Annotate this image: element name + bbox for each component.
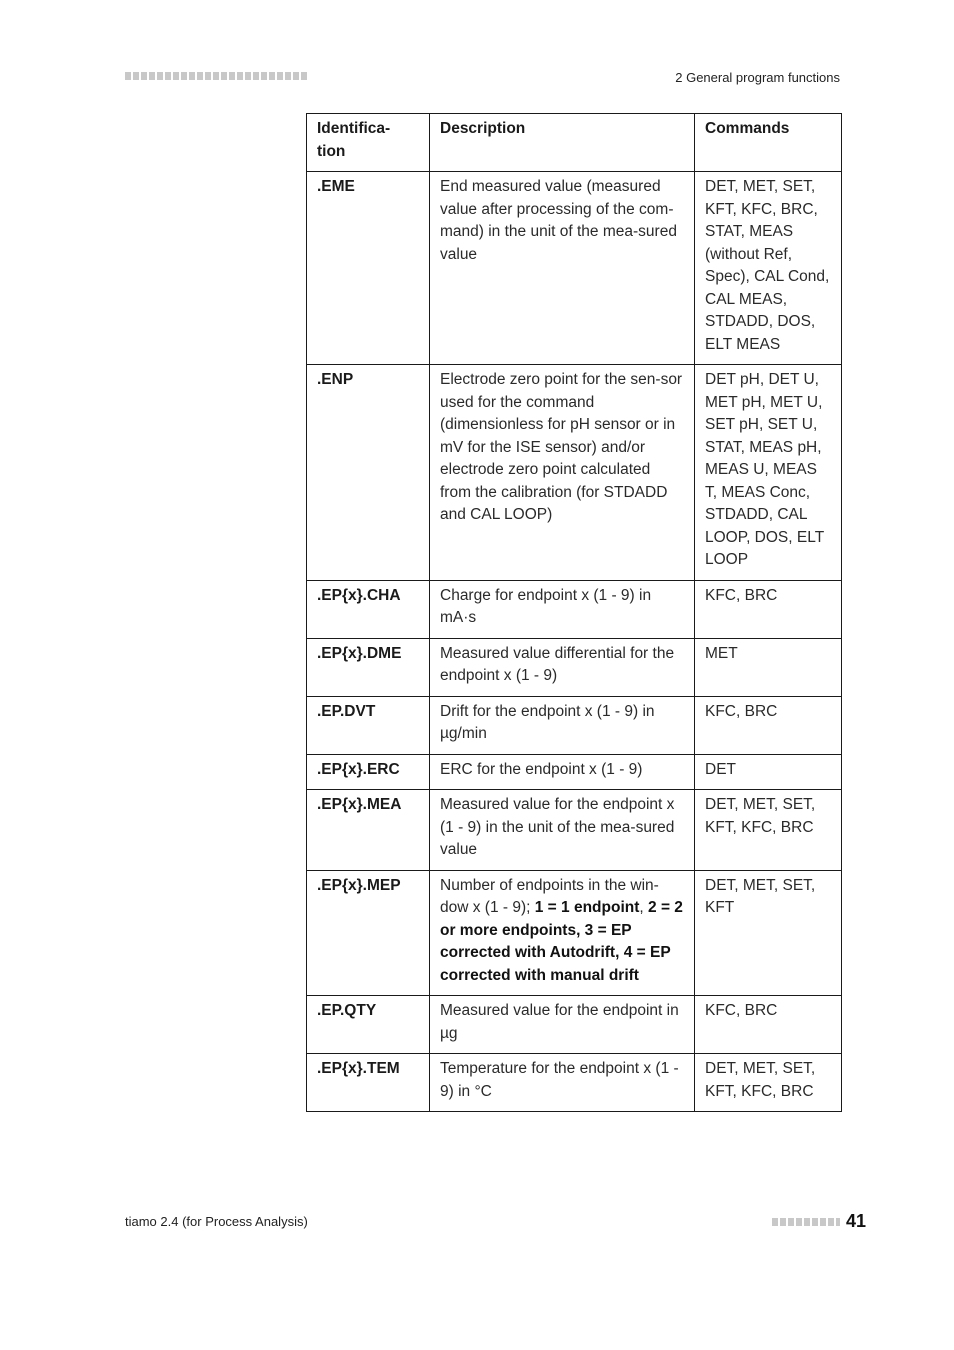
table-row xyxy=(307,172,842,365)
footer-decoration xyxy=(772,1218,840,1226)
variable-identification: .EP{x}.MEA xyxy=(307,790,430,871)
variable-identification: .EME xyxy=(307,172,430,365)
variable-description xyxy=(430,580,695,638)
variable-commands: DET xyxy=(695,754,842,790)
variable-identification: .ENP xyxy=(307,365,430,581)
table-row xyxy=(307,996,842,1054)
variable-commands: KFC, BRC xyxy=(695,580,842,638)
variable-description xyxy=(430,365,695,581)
variable-commands: KFC, BRC xyxy=(695,996,842,1054)
variable-commands: DET, MET, SET, KFT, KFC, BRC xyxy=(695,1054,842,1112)
variables-table xyxy=(306,113,842,1112)
header-decoration xyxy=(125,72,307,80)
variable-commands: DET pH, DET U, MET pH, MET U, SET pH, SET U, STAT, MEAS pH, MEAS U, MEAS T, MEAS Conc, STDADD, CAL LOOP, DOS, ELT LOOP xyxy=(695,365,842,581)
table-row xyxy=(307,790,842,871)
description-text: Charge for endpoint x (1 - 9) in mA·s xyxy=(440,586,652,626)
chapter-title: 2 General program functions xyxy=(675,70,840,85)
variable-commands: MET xyxy=(695,638,842,696)
footer-title: tiamo 2.4 (for Process Analysis) xyxy=(125,1214,308,1229)
variable-identification: .EP{x}.ERC xyxy=(307,754,430,790)
table-row xyxy=(307,696,842,754)
description-text: Measured value for the endpoint in µg xyxy=(440,1002,679,1042)
description-text: Temperature for the endpoint x (1 - 9) in °C xyxy=(440,1060,679,1100)
variable-commands: DET, MET, SET, KFT xyxy=(695,870,842,996)
variable-identification: .EP{x}.DME xyxy=(307,638,430,696)
description-text: ERC for the endpoint x (1 - 9) xyxy=(440,760,643,778)
description-text: 2 = 2 or more endpoints, 3 = EP corrected with Autodrift, 4 = EP corrected with manual drift xyxy=(440,899,683,984)
variable-commands: DET, MET, SET, KFT, KFC, BRC, STAT, MEAS (without Ref, Spec), CAL Cond, CAL MEAS, STDADD, DOS, ELT MEAS xyxy=(695,172,842,365)
variable-description xyxy=(430,638,695,696)
variable-commands: KFC, BRC xyxy=(695,696,842,754)
table-header-row xyxy=(307,114,842,172)
column-header-description: Description xyxy=(430,114,695,172)
variable-description xyxy=(430,696,695,754)
variable-description xyxy=(430,870,695,996)
description-text: 1 = 1 endpoint xyxy=(534,899,640,916)
description-text: Electrode zero point for the sen-sor used for the command (dimensionless for pH sensor or in mV for the ISE sensor) and/or electrode zero point calculated from the calibration (for STDADD and CAL LOOP) xyxy=(440,371,683,523)
table-row xyxy=(307,754,842,790)
variable-description xyxy=(430,172,695,365)
variable-description xyxy=(430,754,695,790)
variable-description xyxy=(430,996,695,1054)
table-row xyxy=(307,638,842,696)
page-number: 41 xyxy=(846,1211,867,1231)
table-row xyxy=(307,1054,842,1112)
table-row xyxy=(307,365,842,581)
description-text: Measured value differential for the endpoint x (1 - 9) xyxy=(440,644,675,684)
variable-description xyxy=(430,790,695,871)
variable-identification: .EP.QTY xyxy=(307,996,430,1054)
description-text: Measured value for the endpoint x (1 - 9) in the unit of the mea-sured value xyxy=(440,796,675,858)
variable-description xyxy=(430,1054,695,1112)
variable-commands: DET, MET, SET, KFT, KFC, BRC xyxy=(695,790,842,871)
variable-identification: .EP{x}.CHA xyxy=(307,580,430,638)
table-row xyxy=(307,870,842,996)
description-text: Number of endpoints in the win-dow x (1 - 9); xyxy=(440,876,659,916)
variable-identification: .EP{x}.TEM xyxy=(307,1054,430,1112)
description-text: , xyxy=(639,899,649,916)
column-header-commands: Commands xyxy=(695,114,842,172)
variable-identification: .EP.DVT xyxy=(307,696,430,754)
description-text: Drift for the endpoint x (1 - 9) in µg/min xyxy=(440,702,655,742)
description-text: End measured value (measured value after processing of the com-mand) in the unit of the mea-sured value xyxy=(440,178,677,263)
column-header-identification: Identifica- tion xyxy=(307,114,430,172)
table-row xyxy=(307,580,842,638)
variable-identification: .EP{x}.MEP xyxy=(307,870,430,996)
